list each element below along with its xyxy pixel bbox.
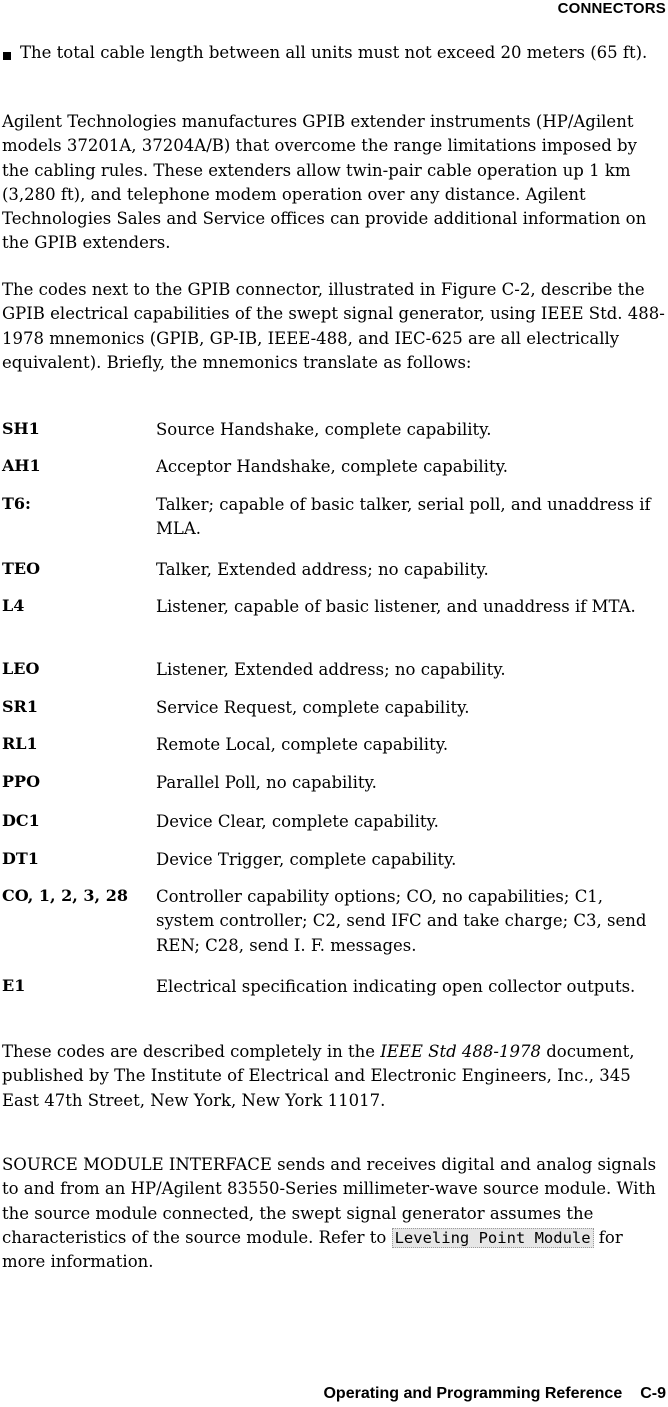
- paragraph-source-module: [2, 1153, 666, 1274]
- ieee-text-before: These codes are described completely in the: [2, 1042, 381, 1061]
- footer-title: Operating and Programming Reference: [323, 1385, 623, 1402]
- mnemonic-description: Electrical specification indicating open collector outputs.: [156, 977, 636, 996]
- mnemonic-description: Listener, capable of basic listener, and unaddress if MTA.: [156, 597, 636, 616]
- mnemonic-description: Parallel Poll, no capability.: [156, 773, 377, 792]
- paragraph-extenders: Agilent Technologies manufactures GPIB extender instruments (HP/Agilent models 37201A, 37204A/B) that overcome the range limitations imposed by the cabling rules. These extenders allow twin-pair cable operation up 1 km (3,280 ft), and telephone modem operation over any distance. Agilent Technologies Sales and Service offices can provide additional information on the GPIB extenders.: [2, 112, 647, 253]
- leveling-point-module-softkey[interactable]: Leveling Point Module: [392, 1228, 594, 1248]
- mnemonic-code: L4: [2, 596, 25, 615]
- mnemonic-code: AH1: [2, 456, 41, 475]
- paragraph-ieee-reference: [2, 1040, 666, 1113]
- mnemonic-description: Listener, Extended address; no capability.: [156, 660, 506, 679]
- mnemonic-code: PPO: [2, 772, 40, 791]
- bullet-text: The total cable length between all units must not exceed 20 meters (65 ft).: [20, 43, 648, 62]
- mnemonic-description: Source Handshake, complete capability.: [156, 420, 492, 439]
- mnemonic-description: Acceptor Handshake, complete capability.: [156, 457, 508, 476]
- ieee-text-after: document, published by The Institute of Electrical and Electronic Engineers, Inc., 345 East 47th Street, New York, New York 11017.: [2, 1042, 635, 1110]
- page-number: C-9: [640, 1385, 666, 1402]
- mnemonic-code: E1: [2, 976, 26, 995]
- bullet-square-icon: [3, 52, 11, 60]
- source-module-text-after: for more information.: [2, 1227, 623, 1272]
- mnemonic-code: LEO: [2, 659, 40, 678]
- mnemonic-code: TEO: [2, 559, 41, 578]
- page-footer: [323, 1385, 666, 1403]
- source-module-text-before: SOURCE MODULE INTERFACE sends and receives digital and analog signals to and from an HP/Agilent 83550-Series millimeter-wave source module. With the source module connected, the swept signal generator assumes the characteristics of the source module. Refer to: [2, 1155, 657, 1247]
- ieee-standard-title: IEEE Std 488-1978: [380, 1042, 541, 1061]
- mnemonic-code: T6:: [2, 494, 31, 513]
- mnemonic-code: DC1: [2, 811, 40, 830]
- mnemonic-code: SR1: [2, 697, 38, 716]
- mnemonic-code: RL1: [2, 734, 38, 753]
- mnemonic-description: Service Request, complete capability.: [156, 698, 470, 717]
- mnemonic-description: Device Clear, complete capability.: [156, 812, 439, 831]
- mnemonic-description: Talker; capable of basic talker, serial poll, and unaddress if MLA.: [156, 495, 651, 539]
- mnemonic-description: Talker, Extended address; no capability.: [156, 560, 489, 579]
- mnemonic-description: Device Trigger, complete capability.: [156, 850, 457, 869]
- mnemonic-description: Controller capability options; CO, no capabilities; C1, system controller; C2, send IFC and take charge; C3, send REN; C28, send I. F. messages.: [156, 887, 647, 955]
- mnemonic-description: Remote Local, complete capability.: [156, 735, 449, 754]
- mnemonic-code: SH1: [2, 419, 40, 438]
- paragraph-gpib-codes: The codes next to the GPIB connector, illustrated in Figure C-2, describe the GPIB electrical capabilities of the swept signal generator, using IEEE Std. 488-1978 mnemonics (GPIB, GP-IB, IEEE-488, and IEC-625 are all electrically equivalent). Briefly, the mnemonics translate as follows:: [2, 280, 665, 372]
- mnemonic-code: CO, 1, 2, 3, 28: [2, 886, 128, 905]
- mnemonic-code: DT1: [2, 849, 39, 868]
- running-header: CONNECTORS: [557, 0, 666, 17]
